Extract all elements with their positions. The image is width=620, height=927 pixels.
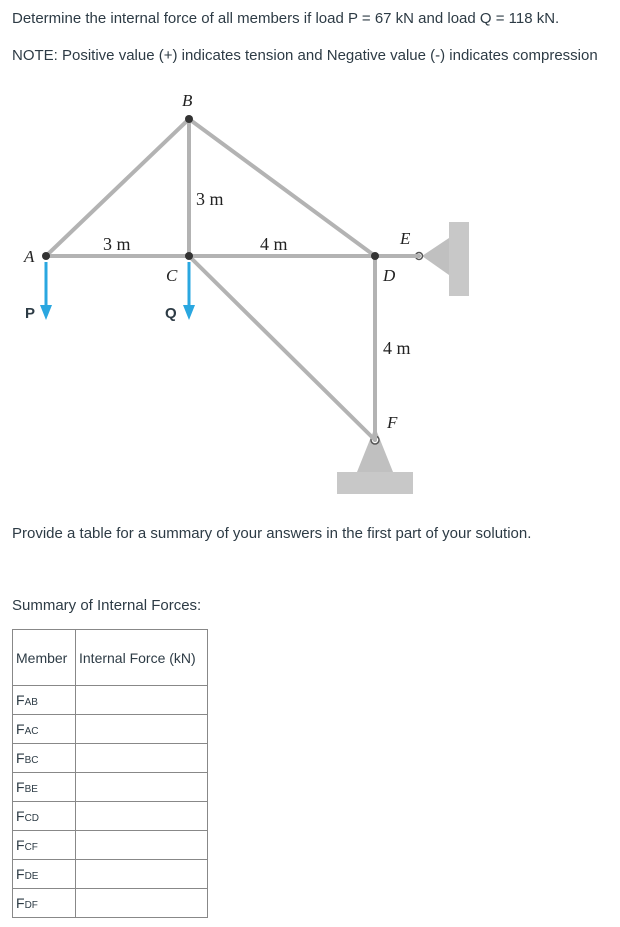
summary-label: Summary of Internal Forces: bbox=[12, 597, 202, 614]
member-cell bbox=[13, 715, 76, 744]
member-symbol: F bbox=[16, 837, 25, 853]
member-symbol: F bbox=[16, 750, 25, 766]
label-q: Q bbox=[165, 305, 177, 322]
label-p: P bbox=[25, 305, 36, 322]
table-row bbox=[13, 686, 208, 715]
member-symbol: F bbox=[16, 808, 25, 824]
force-value-cell[interactable] bbox=[76, 744, 208, 773]
table-row bbox=[13, 831, 208, 860]
member-subscript: CF bbox=[24, 842, 38, 853]
member-symbol: F bbox=[16, 692, 25, 708]
force-value-cell[interactable] bbox=[76, 831, 208, 860]
ground-support-f bbox=[337, 472, 413, 494]
member-symbol: F bbox=[16, 779, 25, 795]
member-subscript: DE bbox=[24, 871, 39, 882]
member-cell bbox=[13, 831, 76, 860]
force-value-cell[interactable] bbox=[76, 686, 208, 715]
member-subscript: BC bbox=[24, 755, 39, 766]
dimension-df: 4 m bbox=[383, 338, 411, 358]
label-f: F bbox=[387, 413, 398, 432]
table-header-row bbox=[13, 630, 208, 686]
table-row bbox=[13, 744, 208, 773]
load-q-arrow-head bbox=[183, 305, 195, 320]
member-cell bbox=[13, 860, 76, 889]
pin-bracket-e bbox=[422, 238, 449, 275]
force-value-cell[interactable] bbox=[76, 715, 208, 744]
member-subscript: AC bbox=[24, 726, 39, 737]
table-row bbox=[13, 889, 208, 918]
question-note: NOTE: Positive value (+) indicates tension and Negative value (-) indicates compression bbox=[12, 47, 598, 64]
label-d: D bbox=[383, 266, 396, 285]
load-p-arrow-head bbox=[40, 305, 52, 320]
header-member: Member bbox=[13, 630, 76, 686]
instruction-text: Provide a table for a summary of your answers in the first part of your solution. bbox=[12, 525, 532, 542]
joint-a bbox=[42, 252, 50, 260]
truss-diagram bbox=[0, 80, 620, 510]
label-c: C bbox=[166, 266, 178, 285]
member-subscript: AB bbox=[24, 697, 38, 708]
joint-c bbox=[185, 252, 193, 260]
member-cf bbox=[189, 256, 375, 440]
member-symbol: F bbox=[16, 721, 25, 737]
label-b: B bbox=[182, 91, 193, 110]
header-internal-force: Internal Force (kN) bbox=[76, 630, 208, 686]
member-cell bbox=[13, 889, 76, 918]
table-row bbox=[13, 802, 208, 831]
wall-support-e bbox=[449, 222, 469, 296]
dimension-cd: 4 m bbox=[260, 234, 288, 254]
member-cell bbox=[13, 802, 76, 831]
member-cell bbox=[13, 744, 76, 773]
question-line-1: Determine the internal force of all members if load P = 67 kN and load Q = 118 kN. bbox=[12, 10, 560, 27]
dimension-ac: 3 m bbox=[103, 234, 131, 254]
table-row bbox=[13, 773, 208, 802]
joint-b bbox=[185, 115, 193, 123]
force-value-cell[interactable] bbox=[76, 773, 208, 802]
force-value-cell[interactable] bbox=[76, 860, 208, 889]
joint-d bbox=[371, 252, 379, 260]
member-cell bbox=[13, 686, 76, 715]
member-symbol: F bbox=[16, 866, 25, 882]
summary-table bbox=[12, 629, 208, 918]
label-e: E bbox=[400, 229, 411, 248]
member-subscript: CD bbox=[24, 813, 40, 824]
member-cell bbox=[13, 773, 76, 802]
table-row bbox=[13, 860, 208, 889]
dimension-bc: 3 m bbox=[196, 189, 224, 209]
force-value-cell[interactable] bbox=[76, 802, 208, 831]
table-row bbox=[13, 715, 208, 744]
member-subscript: BE bbox=[24, 784, 38, 795]
label-a: A bbox=[24, 247, 35, 266]
force-value-cell[interactable] bbox=[76, 889, 208, 918]
member-subscript: DF bbox=[24, 900, 38, 911]
member-symbol: F bbox=[16, 895, 25, 911]
